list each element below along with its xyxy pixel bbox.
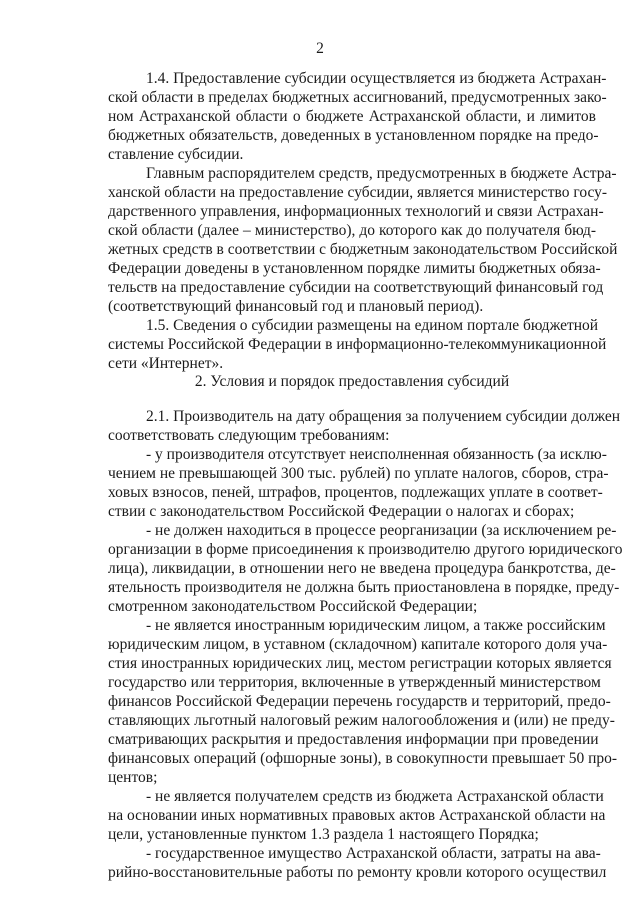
section-heading: 2. Условия и порядок предоставления субсидий xyxy=(194,373,510,390)
text-line: ставляющих льготный налоговый режим налогообложения и (или) не преду- xyxy=(108,712,615,729)
text-line: организации в форме присоединения к производителю другого юридического xyxy=(108,541,623,558)
text-line: Главным распорядителем средств, предусмотренных в бюджете Астра- xyxy=(146,165,617,182)
text-line: юридическим лицом, в уставном (складочном) капитале которого доля уча- xyxy=(108,636,608,653)
text-line: на основании иных нормативных правовых актов Астраханской области на xyxy=(108,807,606,824)
text-line: финансов Российской Федерации перечень государств и территорий, предо- xyxy=(108,693,611,710)
text-line: (соответствующий финансовый год и плановый период). xyxy=(108,298,484,315)
text-line: тельств на предоставление субсидии на соответствующий финансовый год xyxy=(108,279,604,296)
text-line: смотренном законодательством Российской Федерации; xyxy=(108,598,478,615)
text-line: ховых взносов, пеней, штрафов, процентов, подлежащих уплате в соответ- xyxy=(108,484,603,501)
text-line: системы Российской Федерации в информационно-телекоммуникационной xyxy=(108,336,607,353)
text-line: - у производителя отсутствует неисполненная обязанность (за исклю- xyxy=(146,446,607,463)
text-line: стия иностранных юридических лиц, местом регистрации которых является xyxy=(108,655,612,672)
text-line: ствии с законодательством Российской Федерации о налогах и сборах; xyxy=(108,503,575,520)
text-line: финансовых операций (офшорные зоны), в совокупности превышает 50 про- xyxy=(108,750,618,767)
text-line: сети «Интернет». xyxy=(108,355,224,372)
text-line: ном Астраханской области о бюджете Астраханской области, и лимитов xyxy=(108,108,596,125)
text-line: соответствовать следующим требованиям: xyxy=(108,427,390,444)
text-line: Федерации доведены в установленном порядке лимиты бюджетных обяза- xyxy=(108,260,601,277)
text-line: - не является иностранным юридическим лицом, а также российским xyxy=(146,617,606,634)
text-line: цели, установленные пунктом 1.3 раздела 1 настоящего Порядка; xyxy=(108,826,539,843)
text-line: - не должен находиться в процессе реорганизации (за исключением ре- xyxy=(146,522,617,539)
page-number: 2 xyxy=(316,40,324,57)
text-line: бюджетных обязательств, доведенных в установленном порядке на предо- xyxy=(108,127,599,144)
text-line: жетных средств в соответствии с бюджетным законодательством Российской xyxy=(108,241,618,258)
text-line: чением не превышающей 300 тыс. рублей) по уплате налогов, сборов, стра- xyxy=(108,465,609,482)
text-line: рийно-восстановительные работы по ремонту кровли которого осуществил xyxy=(108,864,607,881)
text-line: сматривающих раскрытия и предоставления информации при проведении xyxy=(108,731,599,748)
text-line: 1.4. Предоставление субсидии осуществляется из бюджета Астрахан- xyxy=(146,70,607,87)
text-line: лица), ликвидации, в отношении него не введена процедура банкротства, де- xyxy=(108,560,616,577)
text-line: - государственное имущество Астраханской области, затраты на ава- xyxy=(146,845,601,862)
text-line: центов; xyxy=(108,769,158,786)
text-line: ставление субсидии. xyxy=(108,146,244,163)
text-line: дарственного управления, информационных технологий и связи Астрахан- xyxy=(108,203,604,220)
text-line: ханской области на предоставление субсидии, является министерство госу- xyxy=(108,184,608,201)
text-line: ской области в пределах бюджетных ассигнований, предусмотренных зако- xyxy=(108,89,607,106)
text-line: 2.1. Производитель на дату обращения за получением субсидии должен xyxy=(146,408,621,425)
text-line: ской области (далее – министерство), до которого как до получателя бюд- xyxy=(108,222,596,239)
text-line: ятельность производителя не должна быть приостановлена в порядке, преду- xyxy=(108,579,620,596)
text-line: 1.5. Сведения о субсидии размещены на едином портале бюджетной xyxy=(146,317,599,334)
text-line: государство или территория, включенные в утвержденный министерством xyxy=(108,674,601,691)
text-line: - не является получателем средств из бюджета Астраханской области xyxy=(146,788,604,805)
